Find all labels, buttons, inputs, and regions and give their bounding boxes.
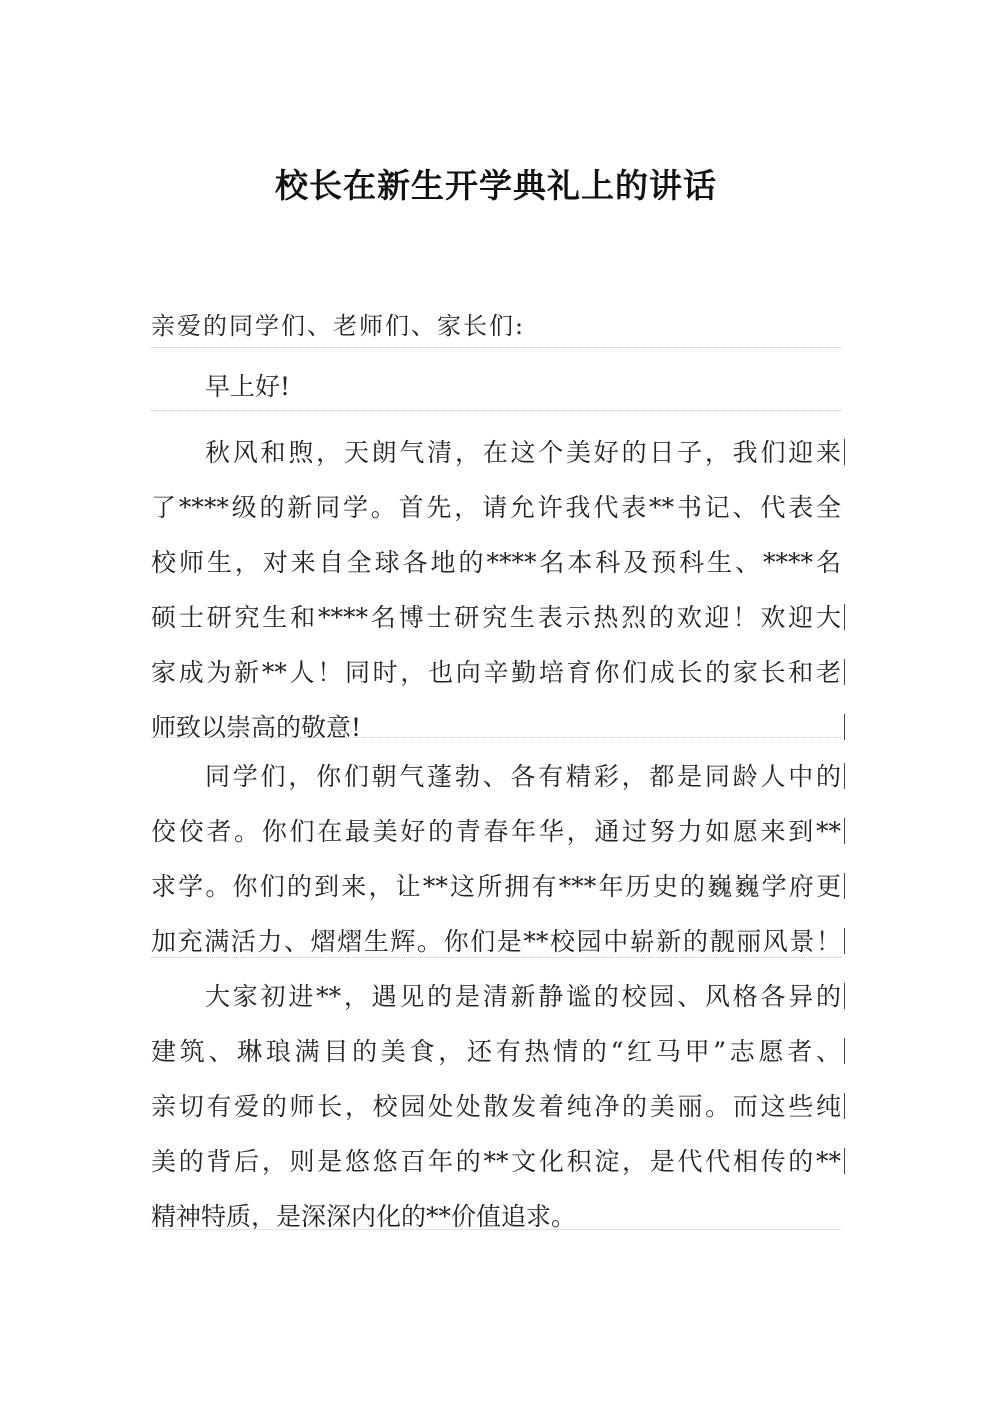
paragraph-1 (151, 425, 841, 755)
salutation: 亲爱的同学们、老师们、家长们: (151, 312, 526, 340)
paragraph-line: 求学。你们的到来，让**这所拥有***年历史的巍巍学府更 (151, 872, 841, 901)
paragraph-line: 加充满活力、熠熠生辉。你们是**校园中崭新的靓丽风景！ (151, 927, 841, 956)
line-end-marker (844, 873, 845, 899)
line-end-marker (844, 714, 845, 740)
line-end-marker (844, 818, 845, 844)
paragraph-line: 精神特质，是深深内化的**价值追求。 (151, 1202, 577, 1231)
line-end-marker (844, 763, 845, 789)
line-end-marker (844, 1148, 845, 1174)
paragraph-line: 大家初进**，遇见的是清新静谧的校园、风格各异的 (205, 982, 841, 1011)
line-end-marker (844, 604, 845, 630)
paragraph-line: 美的背后，则是悠悠百年的**文化积淀，是代代相传的** (151, 1147, 841, 1176)
paragraph-3 (151, 969, 841, 1244)
line-end-marker (844, 1093, 845, 1119)
line-end-marker (844, 439, 845, 465)
line-end-marker (844, 928, 845, 954)
paragraph-line: 校师生，对来自全球各地的****名本科及预科生、****名 (151, 548, 841, 577)
paragraph-line: 硕士研究生和****名博士研究生表示热烈的欢迎！欢迎大 (151, 603, 841, 632)
paragraph-line: 了****级的新同学。首先，请允许我代表**书记、代表全 (151, 493, 841, 522)
line-end-marker (844, 1038, 845, 1064)
divider (151, 957, 841, 958)
paragraph-line: 秋风和煦，天朗气清，在这个美好的日子，我们迎来 (205, 438, 841, 467)
greeting: 早上好! (205, 372, 291, 401)
divider (151, 737, 841, 738)
divider (151, 347, 841, 348)
paragraph-line: 家成为新**人！同时，也向辛勤培育你们成长的家长和老 (151, 658, 841, 687)
divider (151, 410, 841, 411)
paragraph-line: 师致以崇高的敬意! (151, 713, 362, 742)
divider (151, 1229, 841, 1230)
line-end-marker (844, 659, 845, 685)
paragraph-line: 同学们，你们朝气蓬勃、各有精彩，都是同龄人中的 (205, 762, 841, 791)
paragraph-2 (151, 749, 841, 969)
greeting-block (151, 359, 841, 414)
page-title: 校长在新生开学典礼上的讲话 (275, 166, 717, 205)
paragraph-line: 建筑、琳琅满目的美食，还有热情的“红马甲”志愿者、 (151, 1037, 841, 1066)
paragraph-line: 佼佼者。你们在最美好的青春年华，通过努力如愿来到** (151, 817, 841, 846)
paragraph-line: 亲切有爱的师长，校园处处散发着纯净的美丽。而这些纯 (151, 1092, 841, 1121)
line-end-marker (844, 983, 845, 1009)
